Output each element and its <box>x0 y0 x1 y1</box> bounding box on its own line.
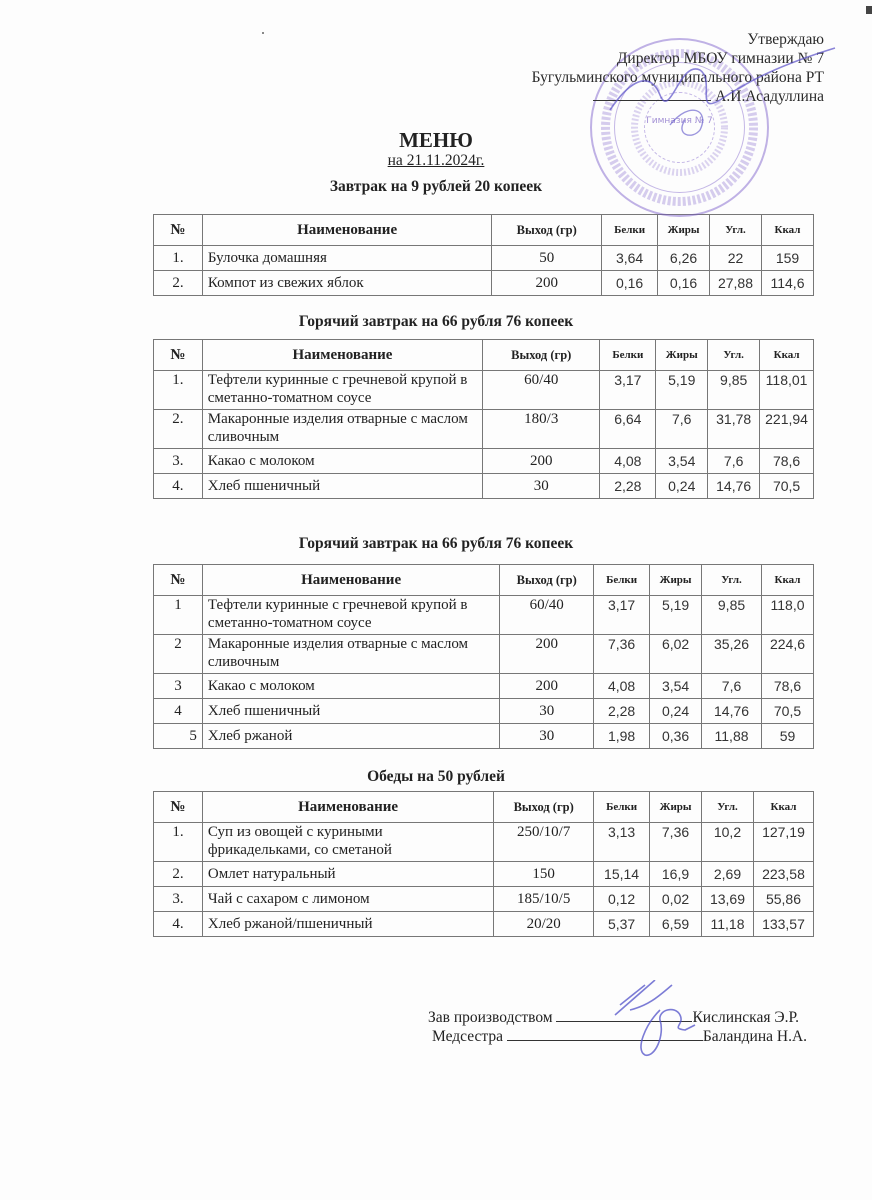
row-fat: 6,02 <box>650 635 702 674</box>
row-output: 60/40 <box>500 596 594 635</box>
row-num: 1. <box>154 823 203 862</box>
table-row <box>154 246 814 271</box>
row-num: 1. <box>154 371 203 410</box>
col-output: Выход (гр) <box>500 565 594 596</box>
row-fat: 7,6 <box>656 410 708 449</box>
row-output: 150 <box>494 862 594 887</box>
table-row <box>154 862 814 887</box>
row-fat: 0,16 <box>658 271 710 296</box>
row-name: Какао с молоком <box>202 449 482 474</box>
row-protein: 7,36 <box>594 635 650 674</box>
approval-district: Бугульминского муниципального района РТ <box>531 69 824 86</box>
table-row <box>154 371 814 410</box>
row-kcal: 70,5 <box>760 474 814 499</box>
row-protein: 0,16 <box>602 271 658 296</box>
menu-table-hot-breakfast-1 <box>153 339 814 499</box>
row-name: Суп из овощей с куриными фрикадельками, со сметаной <box>202 823 493 862</box>
row-carbs: 14,76 <box>708 474 760 499</box>
table-row <box>154 724 814 749</box>
row-output: 200 <box>492 271 602 296</box>
row-output: 30 <box>483 474 600 499</box>
row-protein: 4,08 <box>594 674 650 699</box>
row-kcal: 78,6 <box>760 449 814 474</box>
row-num: 3. <box>154 449 203 474</box>
stamp-center-text: Гимназия № 7 <box>646 116 713 126</box>
row-num: 2. <box>154 271 203 296</box>
row-num: 1. <box>154 246 203 271</box>
table-header-row <box>154 565 814 596</box>
col-name: Наименование <box>202 565 499 596</box>
row-name: Булочка домашняя <box>202 246 491 271</box>
menu-table-lunch <box>153 791 814 937</box>
col-num: № <box>154 565 203 596</box>
row-protein: 4,08 <box>600 449 656 474</box>
row-num: 5 <box>154 724 203 749</box>
row-output: 200 <box>483 449 600 474</box>
row-name: Тефтели куринные с гречневой крупой в сметанно-томатном соусе <box>202 371 482 410</box>
row-carbs: 2,69 <box>702 862 754 887</box>
col-protein: Белки <box>594 565 650 596</box>
row-kcal: 223,58 <box>753 862 813 887</box>
row-fat: 16,9 <box>650 862 702 887</box>
row-kcal: 55,86 <box>753 887 813 912</box>
scan-speck <box>262 32 264 34</box>
col-output: Выход (гр) <box>492 215 602 246</box>
table-row <box>154 410 814 449</box>
row-carbs: 27,88 <box>710 271 762 296</box>
approval-signer-name: А.И.Асадуллина <box>715 88 824 105</box>
row-fat: 0,24 <box>650 699 702 724</box>
row-output: 50 <box>492 246 602 271</box>
col-carbs: Угл. <box>702 565 762 596</box>
row-protein: 5,37 <box>594 912 650 937</box>
section-title-hot-breakfast-1: Горячий завтрак на 66 рубля 76 копеек <box>298 313 574 330</box>
row-carbs: 7,6 <box>702 674 762 699</box>
col-protein: Белки <box>602 215 658 246</box>
row-num: 4 <box>154 699 203 724</box>
row-num: 1 <box>154 596 203 635</box>
row-output: 20/20 <box>494 912 594 937</box>
row-carbs: 31,78 <box>708 410 760 449</box>
signature-name: Баландина Н.А. <box>702 1028 808 1045</box>
row-output: 60/40 <box>483 371 600 410</box>
row-name: Хлеб ржаной <box>202 724 499 749</box>
col-carbs: Угл. <box>702 792 754 823</box>
row-output: 250/10/7 <box>494 823 594 862</box>
table-row <box>154 887 814 912</box>
section-title-lunch: Обеды на 50 рублей <box>367 768 505 785</box>
row-kcal: 133,57 <box>753 912 813 937</box>
row-name: Хлеб пшеничный <box>202 474 482 499</box>
col-protein: Белки <box>600 340 656 371</box>
col-carbs: Угл. <box>708 340 760 371</box>
row-num: 2 <box>154 635 203 674</box>
row-protein: 2,28 <box>594 699 650 724</box>
row-fat: 5,19 <box>656 371 708 410</box>
row-num: 4. <box>154 474 203 499</box>
row-protein: 1,98 <box>594 724 650 749</box>
row-protein: 3,17 <box>600 371 656 410</box>
row-carbs: 22 <box>710 246 762 271</box>
table-row <box>154 912 814 937</box>
row-fat: 5,19 <box>650 596 702 635</box>
signature-role: Зав производством <box>428 1009 553 1026</box>
row-protein: 0,12 <box>594 887 650 912</box>
row-name: Макаронные изделия отварные с маслом сливочным <box>202 410 482 449</box>
table-row <box>154 635 814 674</box>
row-kcal: 114,6 <box>761 271 813 296</box>
signature-name: Кислинская Э.Р. <box>692 1009 800 1026</box>
row-carbs: 11,18 <box>702 912 754 937</box>
row-carbs: 35,26 <box>702 635 762 674</box>
col-kcal: Ккал <box>753 792 813 823</box>
menu-table-hot-breakfast-2 <box>153 564 814 749</box>
row-carbs: 13,69 <box>702 887 754 912</box>
row-carbs: 9,85 <box>708 371 760 410</box>
row-kcal: 224,6 <box>762 635 814 674</box>
col-num: № <box>154 792 203 823</box>
row-protein: 3,64 <box>602 246 658 271</box>
scan-corner-mark <box>866 6 872 14</box>
table-header-row <box>154 340 814 371</box>
col-num: № <box>154 215 203 246</box>
col-num: № <box>154 340 203 371</box>
row-fat: 0,02 <box>650 887 702 912</box>
col-name: Наименование <box>202 215 491 246</box>
col-carbs: Угл. <box>710 215 762 246</box>
row-num: 3. <box>154 887 203 912</box>
row-fat: 6,26 <box>658 246 710 271</box>
col-name: Наименование <box>202 340 482 371</box>
row-name: Тефтели куринные с гречневой крупой в сметанно-томатном соусе <box>202 596 499 635</box>
row-name: Омлет натуральный <box>202 862 493 887</box>
col-kcal: Ккал <box>760 340 814 371</box>
row-num: 3 <box>154 674 203 699</box>
row-name: Макаронные изделия отварные с маслом сливочным <box>202 635 499 674</box>
row-fat: 6,59 <box>650 912 702 937</box>
row-kcal: 59 <box>762 724 814 749</box>
row-fat: 0,36 <box>650 724 702 749</box>
section-title-breakfast: Завтрак на 9 рублей 20 копеек <box>329 178 543 195</box>
row-kcal: 70,5 <box>762 699 814 724</box>
col-name: Наименование <box>202 792 493 823</box>
row-num: 2. <box>154 410 203 449</box>
row-kcal: 118,0 <box>762 596 814 635</box>
row-kcal: 78,6 <box>762 674 814 699</box>
table-row <box>154 823 814 862</box>
row-kcal: 118,01 <box>760 371 814 410</box>
row-protein: 6,64 <box>600 410 656 449</box>
col-output: Выход (гр) <box>494 792 594 823</box>
row-output: 30 <box>500 724 594 749</box>
row-fat: 3,54 <box>650 674 702 699</box>
row-output: 30 <box>500 699 594 724</box>
row-num: 4. <box>154 912 203 937</box>
table-row <box>154 449 814 474</box>
row-carbs: 9,85 <box>702 596 762 635</box>
table-header-row <box>154 792 814 823</box>
row-protein: 3,13 <box>594 823 650 862</box>
table-header-row <box>154 215 814 246</box>
row-kcal: 127,19 <box>753 823 813 862</box>
row-output: 185/10/5 <box>494 887 594 912</box>
row-fat: 7,36 <box>650 823 702 862</box>
row-num: 2. <box>154 862 203 887</box>
table-row <box>154 674 814 699</box>
col-protein: Белки <box>594 792 650 823</box>
row-name: Какао с молоком <box>202 674 499 699</box>
table-row <box>154 699 814 724</box>
row-name: Хлеб пшеничный <box>202 699 499 724</box>
menu-table-breakfast <box>153 214 814 296</box>
director-signature-icon <box>600 40 840 140</box>
table-row <box>154 596 814 635</box>
table-row <box>154 474 814 499</box>
col-kcal: Ккал <box>762 565 814 596</box>
row-kcal: 221,94 <box>760 410 814 449</box>
handwritten-signature-icon <box>600 980 720 1060</box>
col-kcal: Ккал <box>761 215 813 246</box>
approval-position: Директор МБОУ гимназии № 7 <box>616 50 824 67</box>
col-fat: Жиры <box>650 792 702 823</box>
signature-role: Медсестра <box>432 1028 503 1045</box>
row-carbs: 10,2 <box>702 823 754 862</box>
col-output: Выход (гр) <box>483 340 600 371</box>
col-fat: Жиры <box>656 340 708 371</box>
row-carbs: 11,88 <box>702 724 762 749</box>
row-name: Чай с сахаром с лимоном <box>202 887 493 912</box>
row-protein: 15,14 <box>594 862 650 887</box>
row-fat: 3,54 <box>656 449 708 474</box>
col-fat: Жиры <box>650 565 702 596</box>
section-title-hot-breakfast-2: Горячий завтрак на 66 рубля 76 копеек <box>298 535 574 552</box>
page-title: МЕНЮ <box>399 128 473 152</box>
menu-date: на 21.11.2024г. <box>387 152 485 169</box>
table-row <box>154 271 814 296</box>
row-carbs: 14,76 <box>702 699 762 724</box>
row-fat: 0,24 <box>656 474 708 499</box>
row-protein: 3,17 <box>594 596 650 635</box>
row-name: Хлеб ржаной/пшеничный <box>202 912 493 937</box>
row-output: 180/3 <box>483 410 600 449</box>
row-kcal: 159 <box>761 246 813 271</box>
row-output: 200 <box>500 635 594 674</box>
row-name: Компот из свежих яблок <box>202 271 491 296</box>
row-output: 200 <box>500 674 594 699</box>
row-protein: 2,28 <box>600 474 656 499</box>
row-carbs: 7,6 <box>708 449 760 474</box>
approval-heading: Утверждаю <box>747 31 824 48</box>
col-fat: Жиры <box>658 215 710 246</box>
